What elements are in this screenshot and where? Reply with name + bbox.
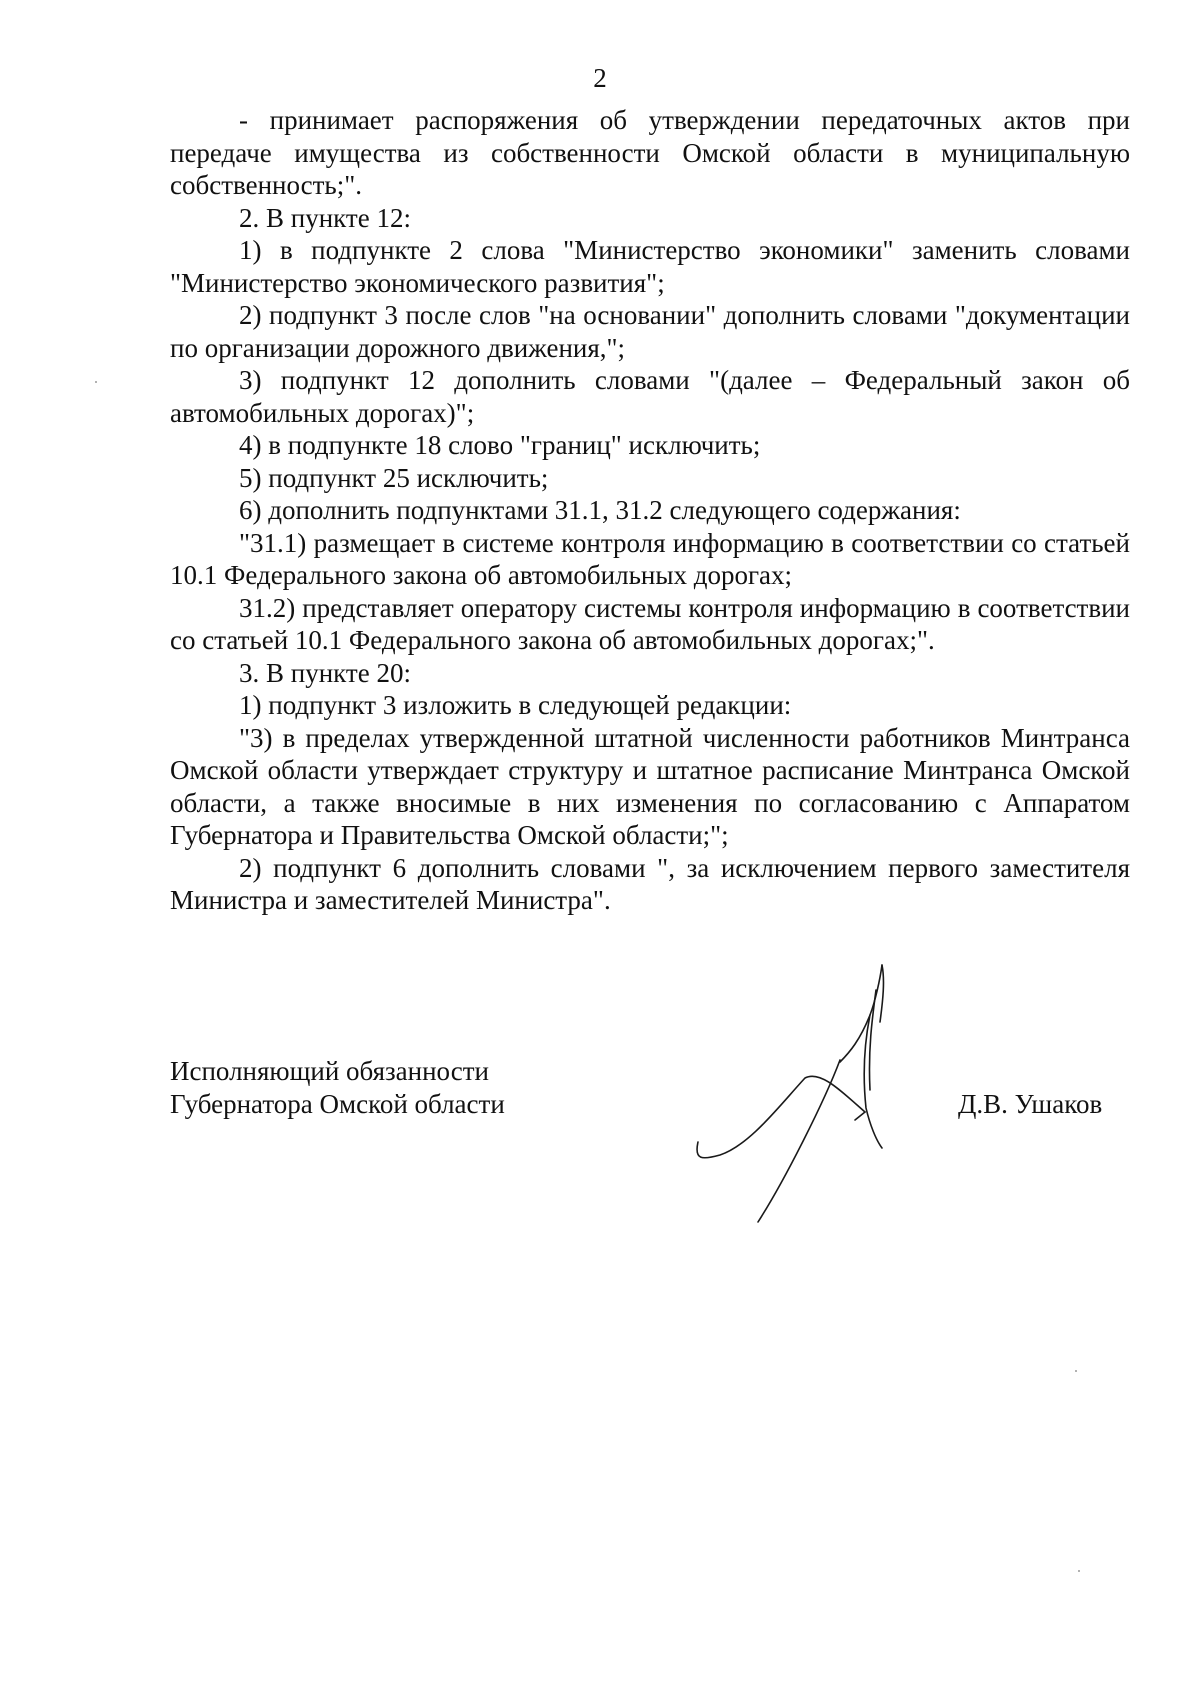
document-body <box>170 104 1130 917</box>
paragraph-point-12-sub-5: 5) подпункт 25 исключить; <box>239 462 549 493</box>
paragraph-point-12-sub-3: 3) подпункт 12 дополнить словами "(далее – Федеральный закон об автомобильных дорогах)"; <box>170 365 1130 428</box>
paragraph-transfer-acts: - принимает распоряжения об утверждении передаточных актов при передаче имущества из собственности Омской области в муниципальную собственность;". <box>170 105 1130 200</box>
signatory-name: Д.В. Ушаков <box>958 1089 1103 1119</box>
paragraph-point-12-sub-6: 6) дополнить подпунктами 31.1, 31.2 следующего содержания: <box>239 495 961 525</box>
scan-speck <box>1078 1570 1080 1572</box>
paragraph-point-12-sub-1: 1) в подпункте 2 слова "Министерство экономики" заменить словами "Министерство экономического развития"; <box>170 235 1130 298</box>
scan-speck <box>95 381 97 383</box>
paragraph-point-20-sub-3-text: "3) в пределах утвержденной штатной численности работников Минтранса Омской области утверждает структуру и штатное расписание Минтранса Омской области, а также вносимые в них изменения по согласованию с Аппаратом Губернатора и Правительства Омской области;"; <box>170 722 1130 850</box>
paragraph-subpoint-31-1: "31.1) размещает в системе контроля информацию в соответствии со статьей 10.1 Федерального закона об автомобильных дорогах; <box>170 527 1130 590</box>
paragraph-point-20-heading: 3. В пункте 20: <box>239 657 411 688</box>
signatory-title <box>170 1055 505 1121</box>
signatory-title-line-2: Губернатора Омской области <box>170 1089 505 1119</box>
paragraph-point-12-heading: 2. В пункте 12: <box>239 202 411 233</box>
page-number: 2 <box>593 63 607 93</box>
signatory-title-line-1: Исполняющий обязанности <box>170 1056 489 1086</box>
paragraph-subpoint-31-2: 31.2) представляет оператору системы контроля информацию в соответствии со статьей 10.1 Федерального закона об автомобильных дорогах;". <box>170 592 1130 655</box>
paragraph-point-12-sub-2: 2) подпункт 3 после слов "на основании" дополнить словами "документации по организации дорожного движения,"; <box>170 300 1130 363</box>
paragraph-point-20-sub-1: 1) подпункт 3 изложить в следующей редакции: <box>239 690 792 720</box>
scan-speck <box>1075 1370 1077 1372</box>
paragraph-point-12-sub-4: 4) в подпункте 18 слово "границ" исключить; <box>239 430 761 460</box>
paragraph-point-20-sub-2: 2) подпункт 6 дополнить словами ", за исключением первого заместителя Министра и заместителей Министра". <box>170 852 1130 915</box>
handwritten-signature <box>690 960 950 1230</box>
